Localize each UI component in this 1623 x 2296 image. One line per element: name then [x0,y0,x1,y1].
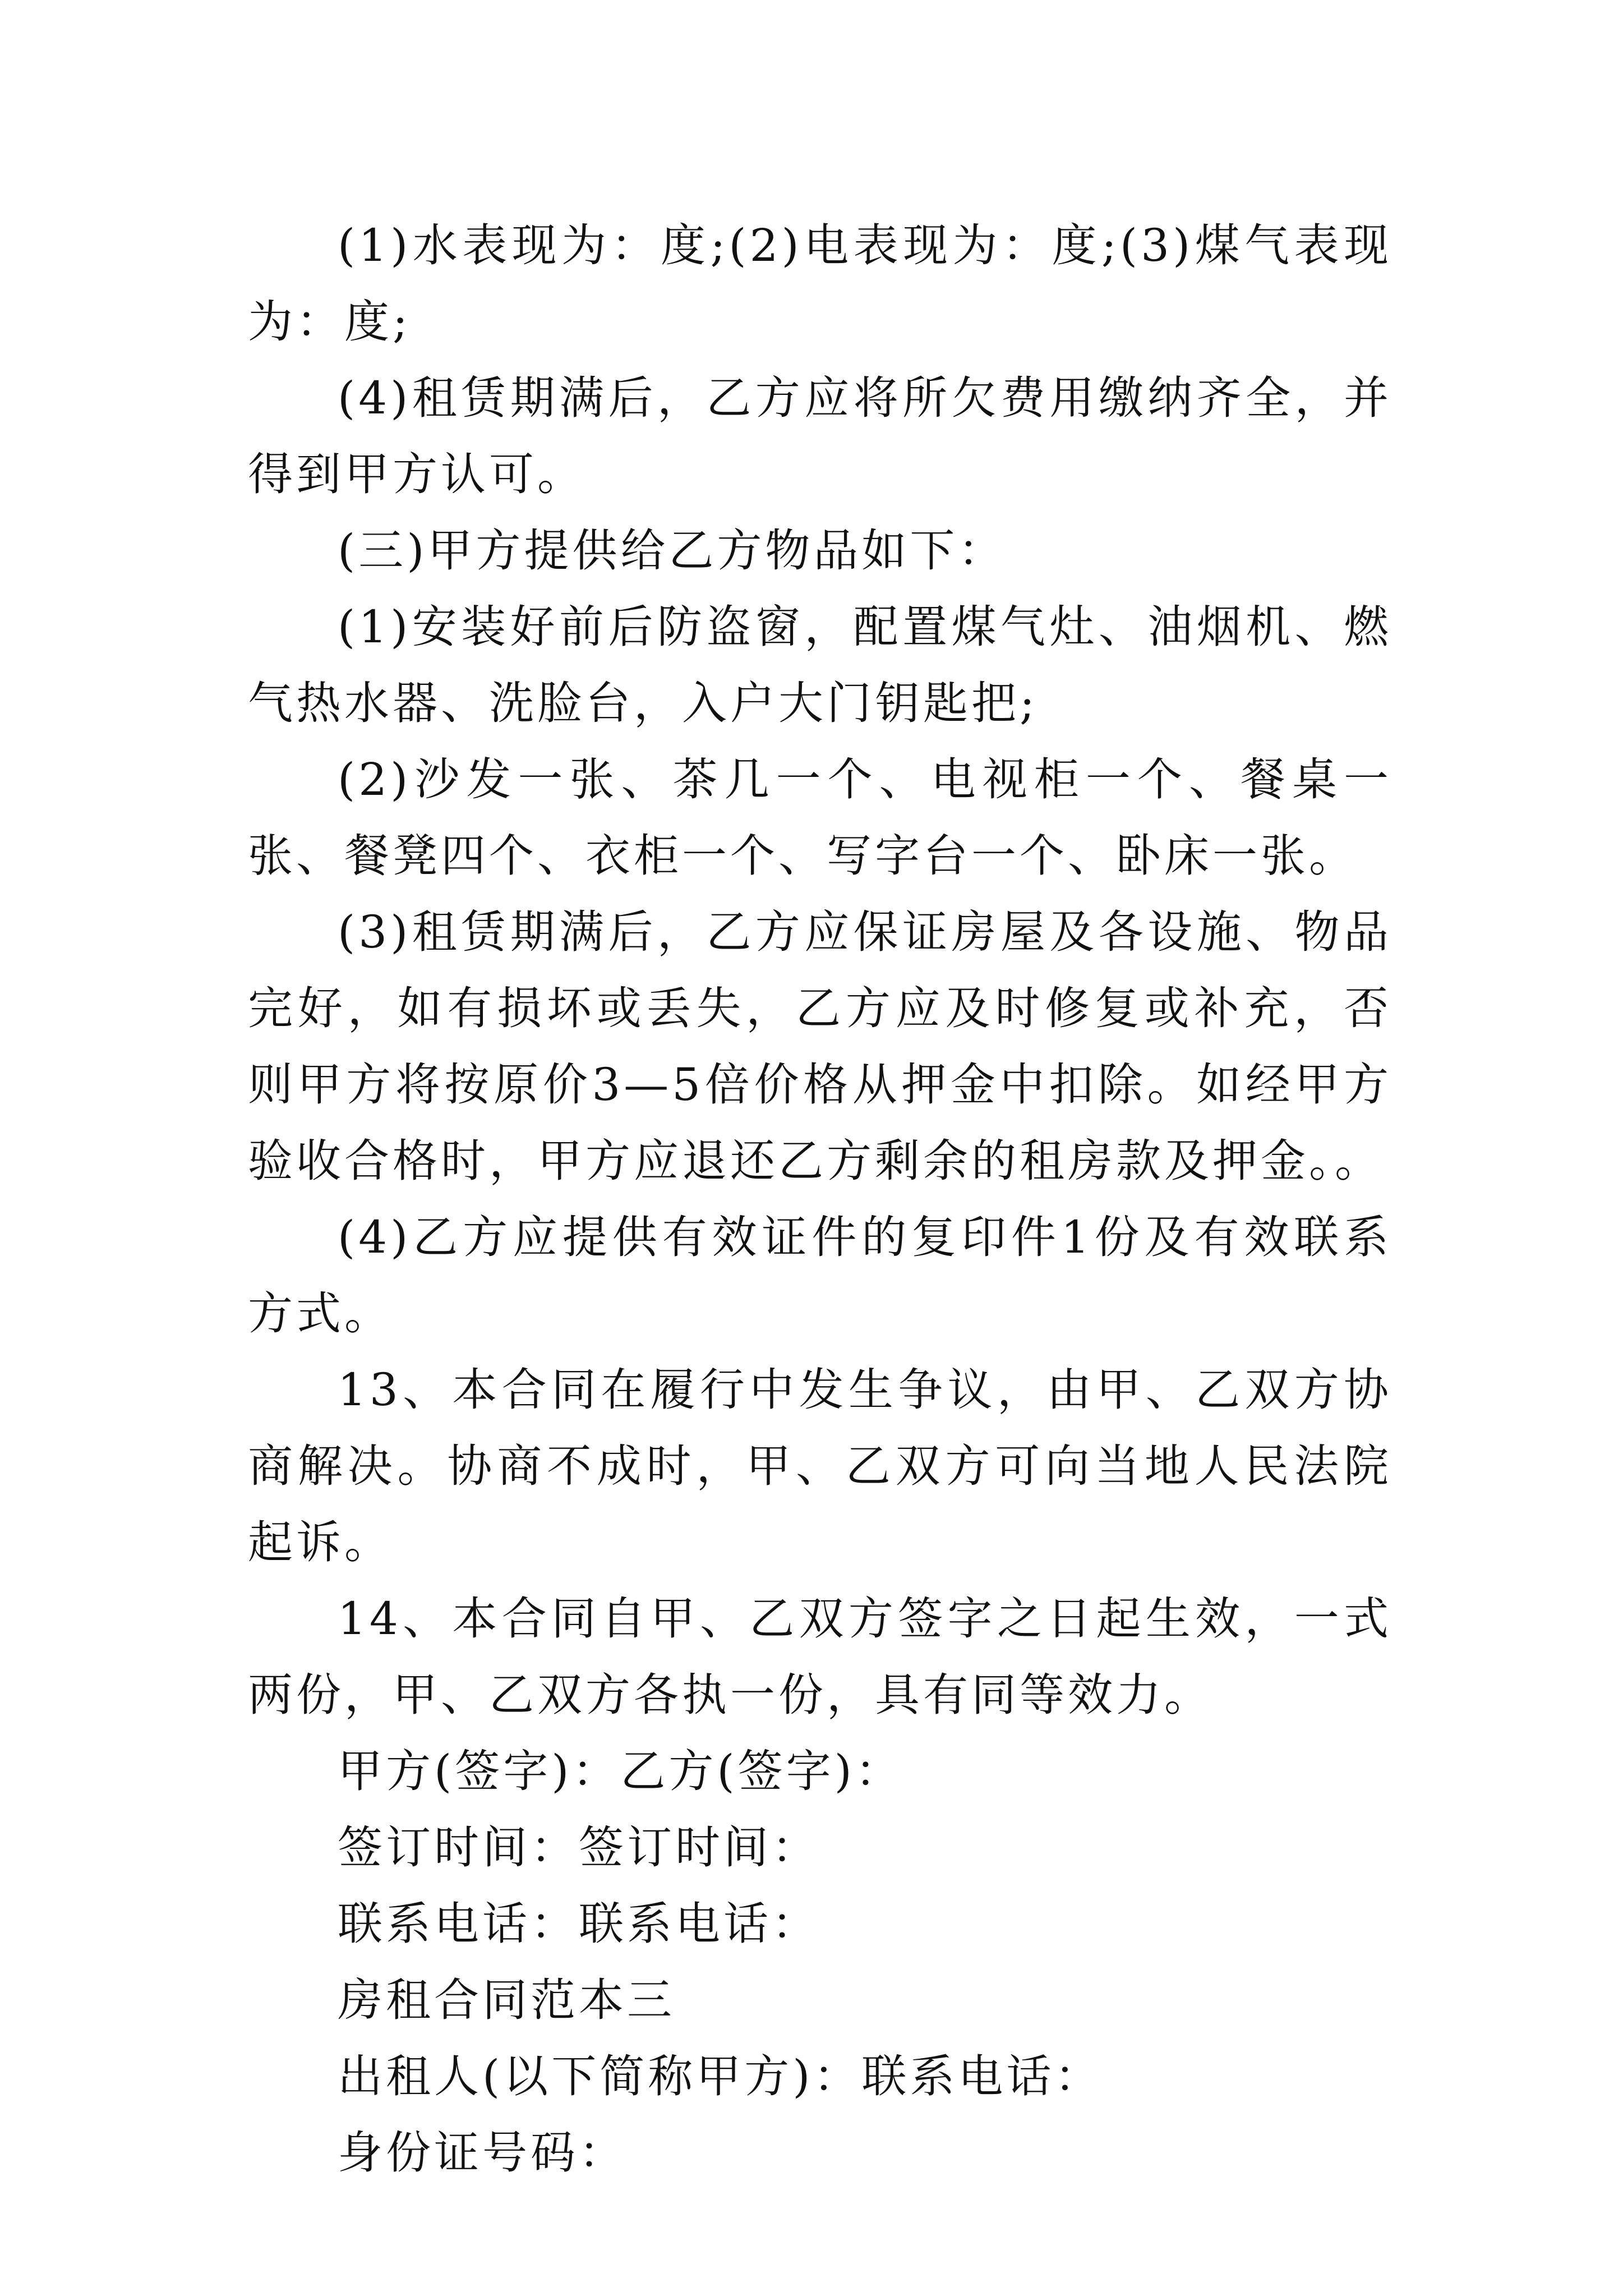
id-copy-paragraph: (4)乙方应提供有效证件的复印件1份及有效联系方式。 [248,1211,1392,1340]
damage-clause-paragraph: (3)租赁期满后，乙方应保证房屋及各设施、物品完好，如有损坏或丢失，乙方应及时修复或补充，否则甲方将按原价3—5倍价格从押金中扣除。如经甲方验收合格时，甲方应退还乙方剩余的租房款及押金。。 [248,906,1392,1187]
section-three-heading: (三)甲方提供给乙方物品如下： [338,524,1007,577]
id-number-line: 身份证号码： [338,2127,627,2179]
provided-furniture-paragraph: (2)沙发一张、茶几一个、电视柜一个、餐桌一张、餐凳四个、衣柜一个、写字台一个、卧床一张。 [248,753,1392,882]
signing-date-line: 签订时间：签订时间： [338,1821,820,1874]
lessor-line: 出租人(以下简称甲方)：联系电话： [338,2050,1103,2102]
meter-readings-paragraph: (1)水表现为：度;(2)电表现为：度;(3)煤气表现为：度; [248,219,1392,348]
contact-phone-line: 联系电话：联系电话： [338,1898,820,1950]
fees-settlement-paragraph: (4)租赁期满后，乙方应将所欠费用缴纳齐全，并得到甲方认可。 [248,372,1392,500]
clause-14-paragraph: 14、本合同自甲、乙双方签字之日起生效，一式两份，甲、乙双方各执一份，具有同等效力。 [248,1593,1392,1721]
document-body [248,0,1392,2191]
signature-line: 甲方(签字)：乙方(签字)： [338,1745,903,1797]
template-three-title: 房租合同范本三 [338,1974,675,2026]
provided-fixtures-paragraph: (1)安装好前后防盗窗，配置煤气灶、油烟机、燃气热水器、洗脸台，入户大门钥匙把; [248,601,1392,729]
clause-13-paragraph: 13、本合同在履行中发生争议，由甲、乙双方协商解决。协商不成时，甲、乙双方可向当地人民法院起诉。 [248,1364,1392,1568]
